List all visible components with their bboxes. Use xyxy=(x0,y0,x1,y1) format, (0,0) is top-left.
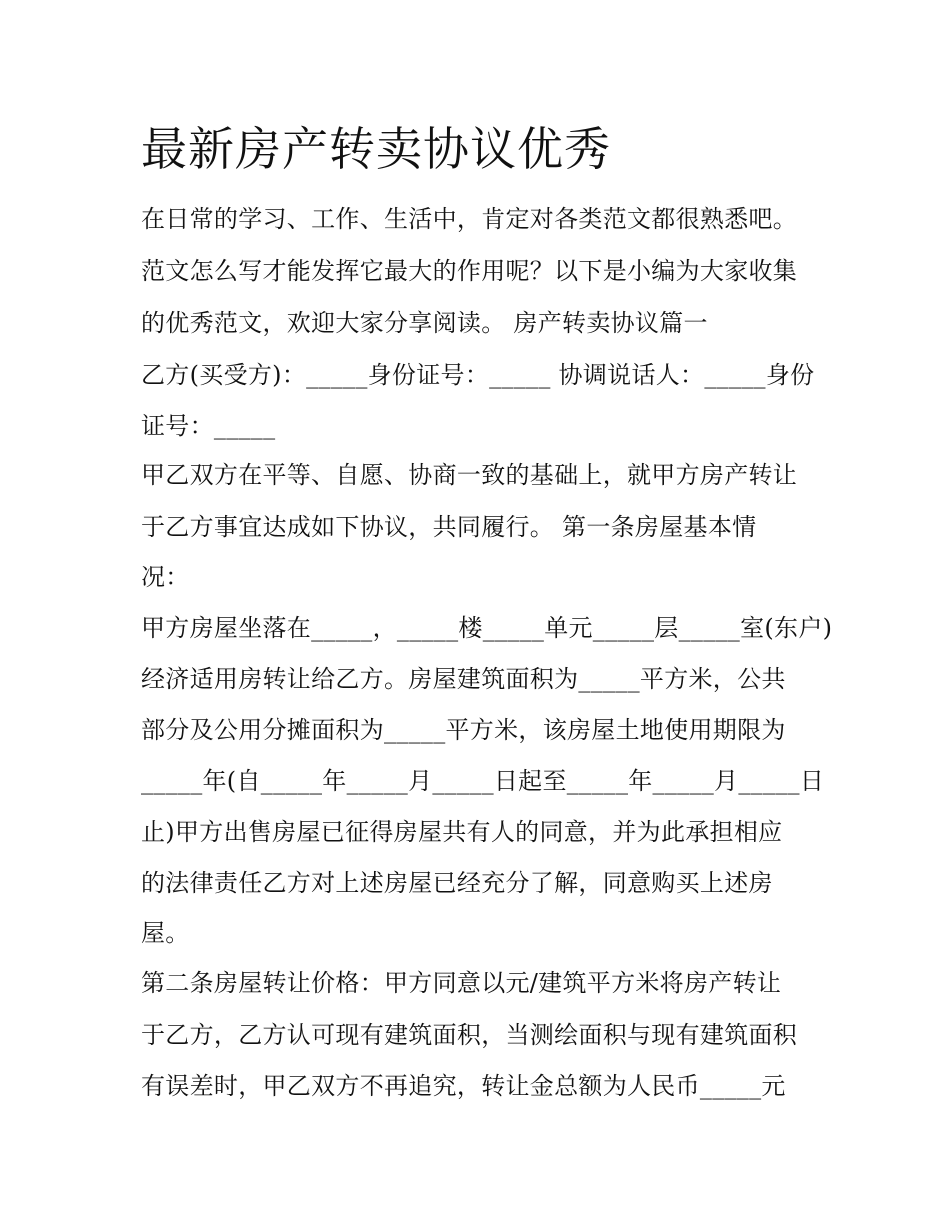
body-line: 的法律责任乙方对上述房屋已经充分了解，同意购买上述房 xyxy=(141,869,773,897)
body-line: 于乙方事宜达成如下协议，共同履行。 第一条房屋基本情 xyxy=(141,513,757,541)
body-line: 范文怎么写才能发挥它最大的作用呢？以下是小编为大家收集 xyxy=(141,257,798,285)
body-line: 甲方房屋坐落在_____，_____楼_____单元_____层_____室(东户) xyxy=(141,614,833,642)
body-line: 的优秀范文，欢迎大家分享阅读。 房产转卖协议篇一 xyxy=(141,309,708,337)
body-line: 止)甲方出售房屋已征得房屋共有人的同意，并为此承担相应 xyxy=(141,818,783,846)
body-line: 乙方(买受方)：_____身份证号：_____ 协调说话人：_____身份 xyxy=(141,361,815,389)
document-title: 最新房产转卖协议优秀 xyxy=(141,122,611,176)
body-line: 第二条房屋转让价格：甲方同意以元/建筑平方米将房产转让 xyxy=(141,969,782,997)
body-line: 屋。 xyxy=(141,919,190,947)
body-line: 甲乙双方在平等、自愿、协商一致的基础上，就甲方房产转让 xyxy=(141,461,798,489)
body-line: 部分及公用分摊面积为_____平方米，该房屋土地使用期限为 xyxy=(141,716,786,744)
body-line: 况： xyxy=(141,563,190,591)
body-line: 经济适用房转让给乙方。房屋建筑面积为_____平方米，公共 xyxy=(141,665,786,693)
body-line: 在日常的学习、工作、生活中，肯定对各类范文都很熟悉吧。 xyxy=(141,205,798,233)
body-line: 证号：_____ xyxy=(141,412,276,440)
body-line: 于乙方，乙方认可现有建筑面积，当测绘面积与现有建筑面积 xyxy=(141,1021,798,1049)
body-line: _____年(自_____年_____月_____日起至_____年_____月_____日 xyxy=(141,767,825,795)
body-line: 有误差时，甲乙双方不再追究，转让金总额为人民币_____元 xyxy=(141,1072,786,1100)
